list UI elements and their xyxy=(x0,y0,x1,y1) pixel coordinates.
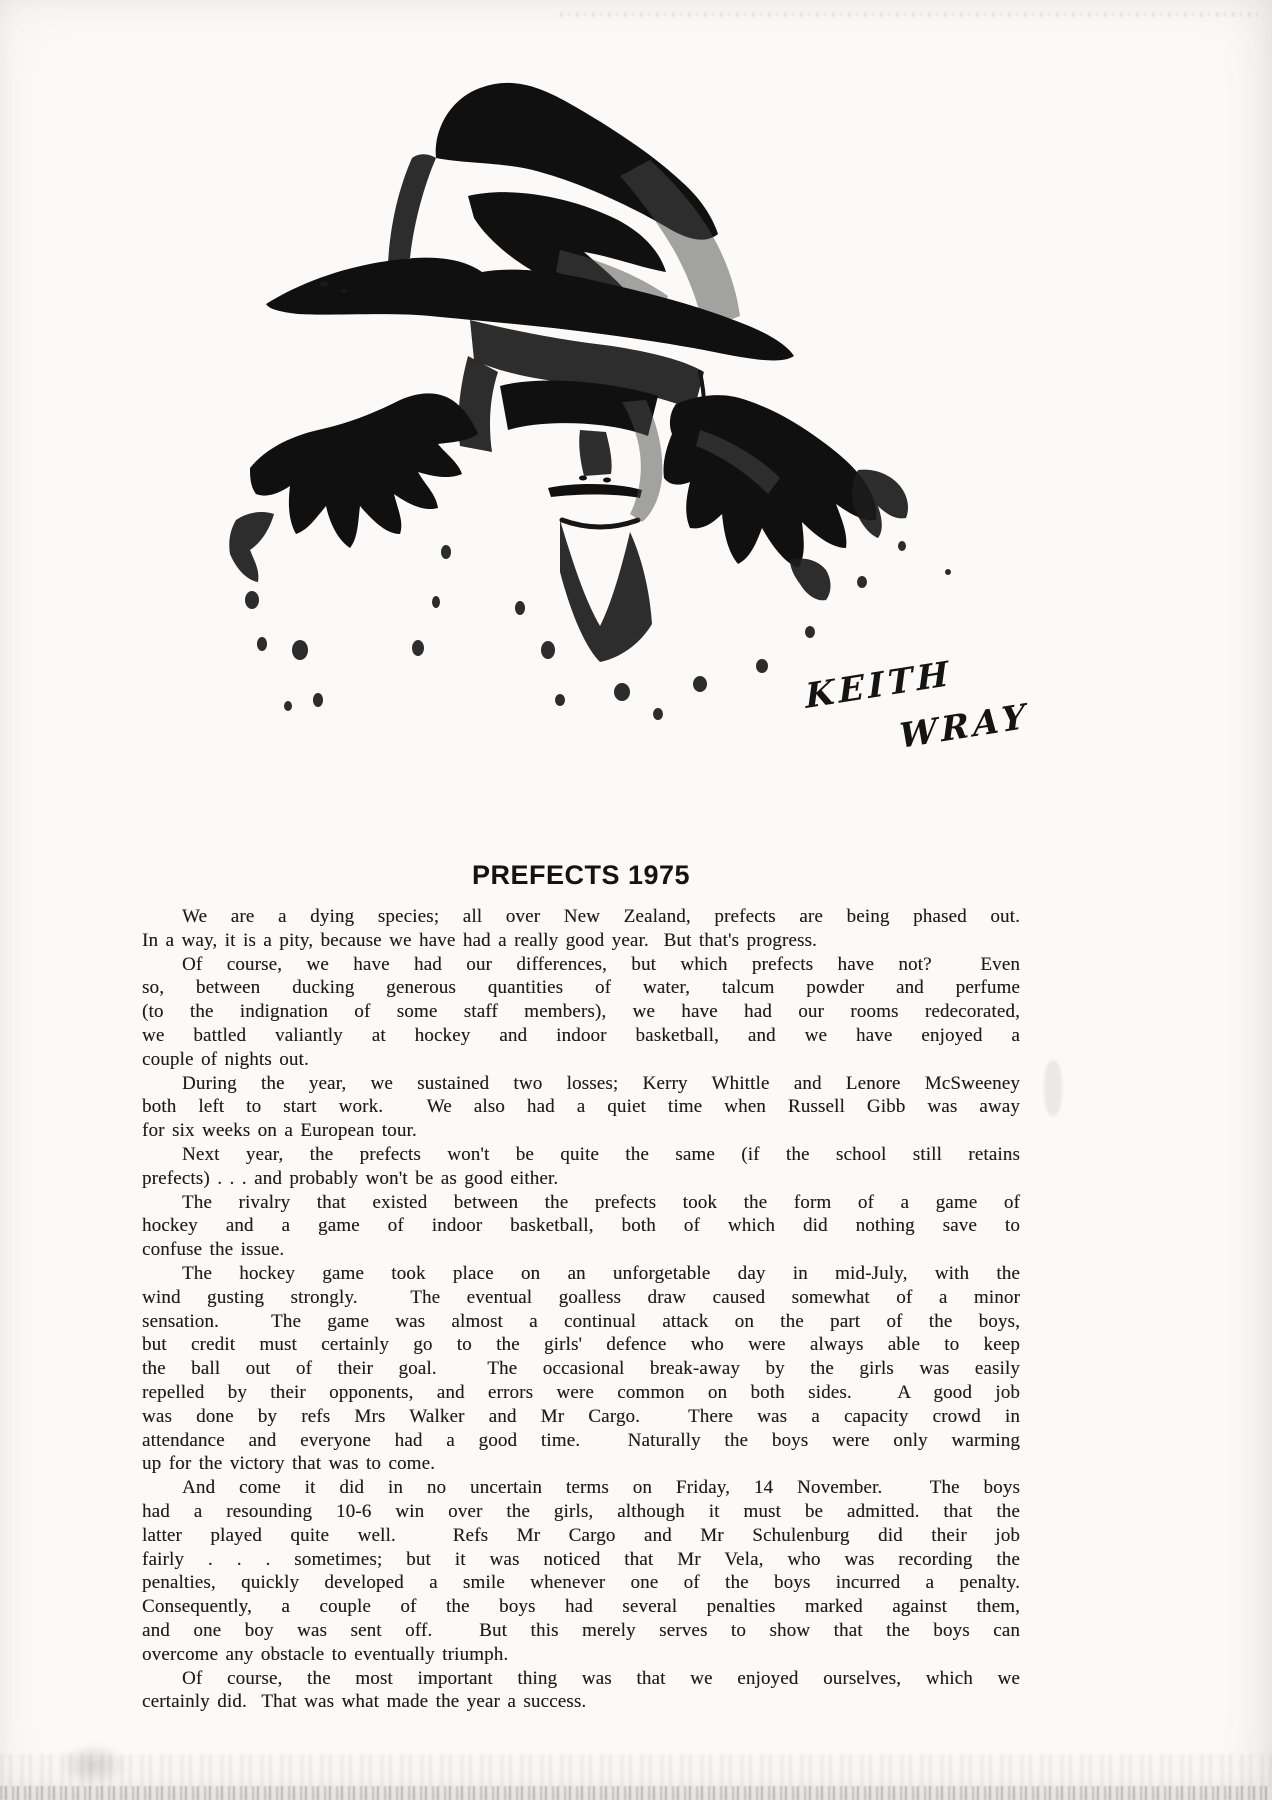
article xyxy=(142,860,1020,1714)
article-title: PREFECTS 1975 xyxy=(471,860,691,890)
text-line: Of course, we have had our differences, but which prefects have not? Even xyxy=(182,953,1020,975)
text-line: so, between ducking generous quantities of water, talcum powder and perfume xyxy=(142,977,1020,999)
paragraph xyxy=(142,1476,1020,1666)
text-line: Of course, the most important thing was that we enjoyed ourselves, which we xyxy=(182,1667,1020,1689)
paragraph xyxy=(142,1143,1020,1191)
text-line: both left to start work. We also had a quiet time when Russell Gibb was away xyxy=(142,1096,1020,1118)
hat xyxy=(266,83,794,361)
paragraph xyxy=(142,953,1020,1072)
text-line: Consequently, a couple of the boys had several penalties marked against them, xyxy=(142,1596,1020,1618)
text-line: repelled by their opponents, and errors were common on both sides. A good job xyxy=(142,1381,1020,1403)
text-line: Next year, the prefects won't be quite the same (if the school still retains xyxy=(182,1143,1020,1165)
artist-signature-first-name: KEITH xyxy=(804,653,954,718)
article-body xyxy=(142,905,1020,1714)
text-line: wind gusting strongly. The eventual goalless draw caused somewhat of a minor xyxy=(142,1286,1020,1308)
text-line: fairly . . . sometimes; but it was noticed that Mr Vela, who was recording the xyxy=(142,1548,1020,1570)
text-line: was done by refs Mrs Walker and Mr Cargo. There was a capacity crowd in xyxy=(142,1405,1020,1427)
paragraph xyxy=(142,1072,1020,1143)
text-line: confuse the issue. xyxy=(142,1239,285,1261)
scan-edge-bottom-fade xyxy=(0,1754,1272,1788)
text-line: up for the victory that was to come. xyxy=(142,1453,436,1475)
text-line: but credit must certainly go to the girls' defence who were always able to keep xyxy=(142,1334,1020,1356)
text-line: The rivalry that existed between the prefects took the form of a game of xyxy=(182,1191,1020,1213)
paragraph xyxy=(142,1191,1020,1262)
face xyxy=(458,320,704,527)
text-line: The hockey game took place on an unforgetable day in mid-July, with the xyxy=(182,1262,1020,1284)
text-line: for six weeks on a European tour. xyxy=(142,1120,417,1142)
text-line: In a way, it is a pity, because we have had a really good year. But that's progress. xyxy=(142,929,817,951)
paragraph xyxy=(142,905,1020,953)
text-line: And come it did in no uncertain terms on Friday, 14 November. The boys xyxy=(182,1477,1020,1499)
text-line: prefects) . . . and probably won't be as good either. xyxy=(142,1167,559,1189)
text-line: certainly did. That was what made the year a success. xyxy=(142,1691,587,1713)
text-line: we battled valiantly at hockey and indoor basketball, and we have enjoyed a xyxy=(142,1024,1020,1046)
text-line: couple of nights out. xyxy=(142,1048,309,1070)
scan-edge-bottom xyxy=(0,1786,1272,1800)
artist-signature-last-name: WRAY xyxy=(898,696,1031,758)
text-line: sensation. The game was almost a continual attack on the part of the boys, xyxy=(142,1310,1020,1332)
scan-edge-top xyxy=(560,12,1260,17)
shoulders xyxy=(229,393,908,662)
text-line: latter played quite well. Refs Mr Cargo and Mr Schulenburg did their job xyxy=(142,1524,1020,1546)
text-line: overcome any obstacle to eventually triumph. xyxy=(142,1643,509,1665)
text-line: (to the indignation of some staff members), we have had our rooms redecorated, xyxy=(142,1001,1020,1023)
artist-signature xyxy=(803,654,1030,757)
text-line: During the year, we sustained two losses; Kerry Whittle and Lenore McSweeney xyxy=(182,1072,1020,1094)
text-line: had a resounding 10-6 win over the girls, although it must be admitted. that the xyxy=(142,1500,1020,1522)
text-line: penalties, quickly developed a smile whenever one of the boys incurred a penalty. xyxy=(142,1572,1020,1594)
text-line: and one boy was sent off. But this merely serves to show that the boys can xyxy=(142,1619,1020,1641)
portrait-illustration xyxy=(0,0,1272,790)
paragraph xyxy=(142,1262,1020,1476)
text-line: hockey and a game of indoor basketball, both of which did nothing save to xyxy=(142,1215,1020,1237)
paragraph xyxy=(142,1667,1020,1715)
text-line: attendance and everyone had a good time. Naturally the boys were only warming xyxy=(142,1429,1020,1451)
scan-smudge-right xyxy=(1044,1060,1062,1116)
text-line: the ball out of their goal. The occasional break-away by the girls was easily xyxy=(142,1358,1020,1380)
text-line: We are a dying species; all over New Zealand, prefects are being phased out. xyxy=(182,906,1020,927)
